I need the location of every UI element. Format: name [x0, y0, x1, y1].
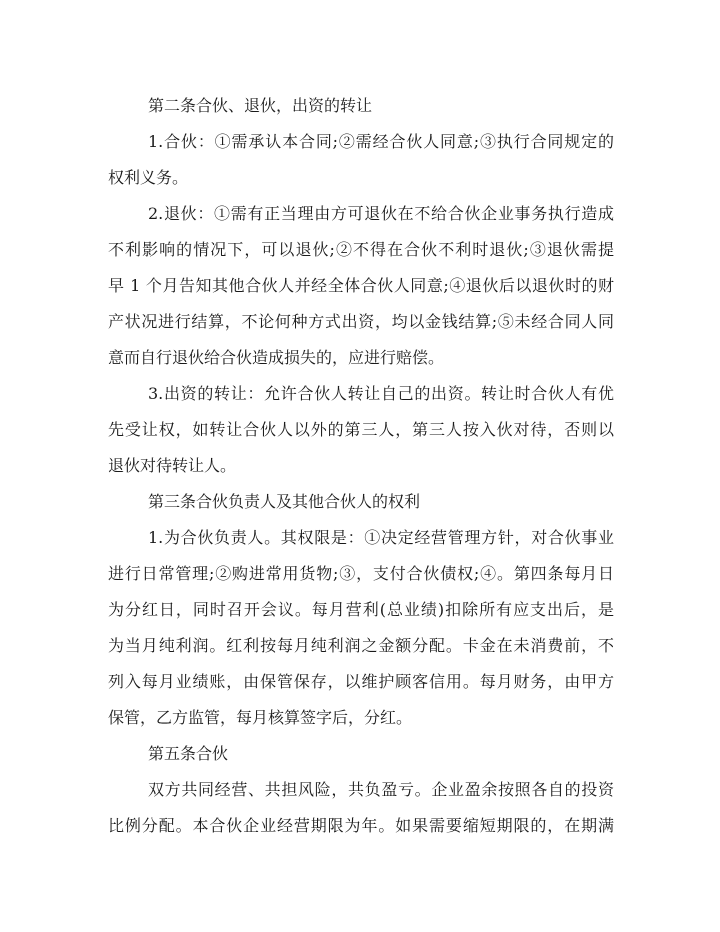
- document-body: [108, 88, 614, 844]
- document-line: 保管，乙方监管，每月核算签字后，分红。: [108, 708, 413, 727]
- document-line: 早 1 个月告知其他合伙人并经全体合伙人同意;④退伙后以退伙时的财: [108, 276, 614, 295]
- document-line: 2.退伙：①需有正当理由方可退伙在不给合伙企业事务执行造成: [148, 204, 614, 223]
- document-line: 先受让权，如转让合伙人以外的第三人，第三人按入伙对待，否则以: [108, 420, 614, 439]
- document-line: 退伙对待转让人。: [108, 456, 237, 475]
- document-line: 为分红日，同时召开会议。每月营利(总业绩)扣除所有应支出后，是: [108, 600, 614, 619]
- document-line: 为当月纯利润。红利按每月纯利润之金额分配。卡金在未消费前，不: [108, 636, 614, 655]
- document-line: 列入每月业绩账，由保管保存，以维护顾客信用。每月财务，由甲方: [108, 672, 614, 691]
- document-line: 权利义务。: [108, 168, 189, 187]
- document-line: 进行日常管理;②购进常用货物;③，支付合伙债权;④。第四条每月日: [108, 564, 614, 583]
- document-line: 第五条合伙: [148, 744, 229, 763]
- document-line: 第三条合伙负责人及其他合伙人的权利: [148, 492, 421, 511]
- document-page: [108, 88, 614, 844]
- document-line: 1.合伙：①需承认本合同;②需经合伙人同意;③执行合同规定的: [148, 132, 614, 151]
- document-line: 产状况进行结算，不论何种方式出资，均以金钱结算;⑤未经合同人同: [108, 312, 614, 331]
- document-line: 不利影响的情况下，可以退伙;②不得在合伙不利时退伙;③退伙需提: [108, 240, 614, 259]
- document-line: 第二条合伙、退伙，出资的转让: [148, 96, 373, 115]
- document-line: 1.为合伙负责人。其权限是：①决定经营管理方针，对合伙事业: [148, 528, 614, 547]
- document-line: 3.出资的转让：允许合伙人转让自己的出资。转让时合伙人有优: [148, 384, 614, 403]
- document-line: 意而自行退伙给合伙造成损失的，应进行赔偿。: [108, 348, 445, 367]
- document-line: 比例分配。本合伙企业经营期限为年。如果需要缩短期限的，在期满: [108, 816, 614, 835]
- document-line: 双方共同经营、共担风险，共负盈亏。企业盈余按照各自的投资: [148, 780, 614, 799]
